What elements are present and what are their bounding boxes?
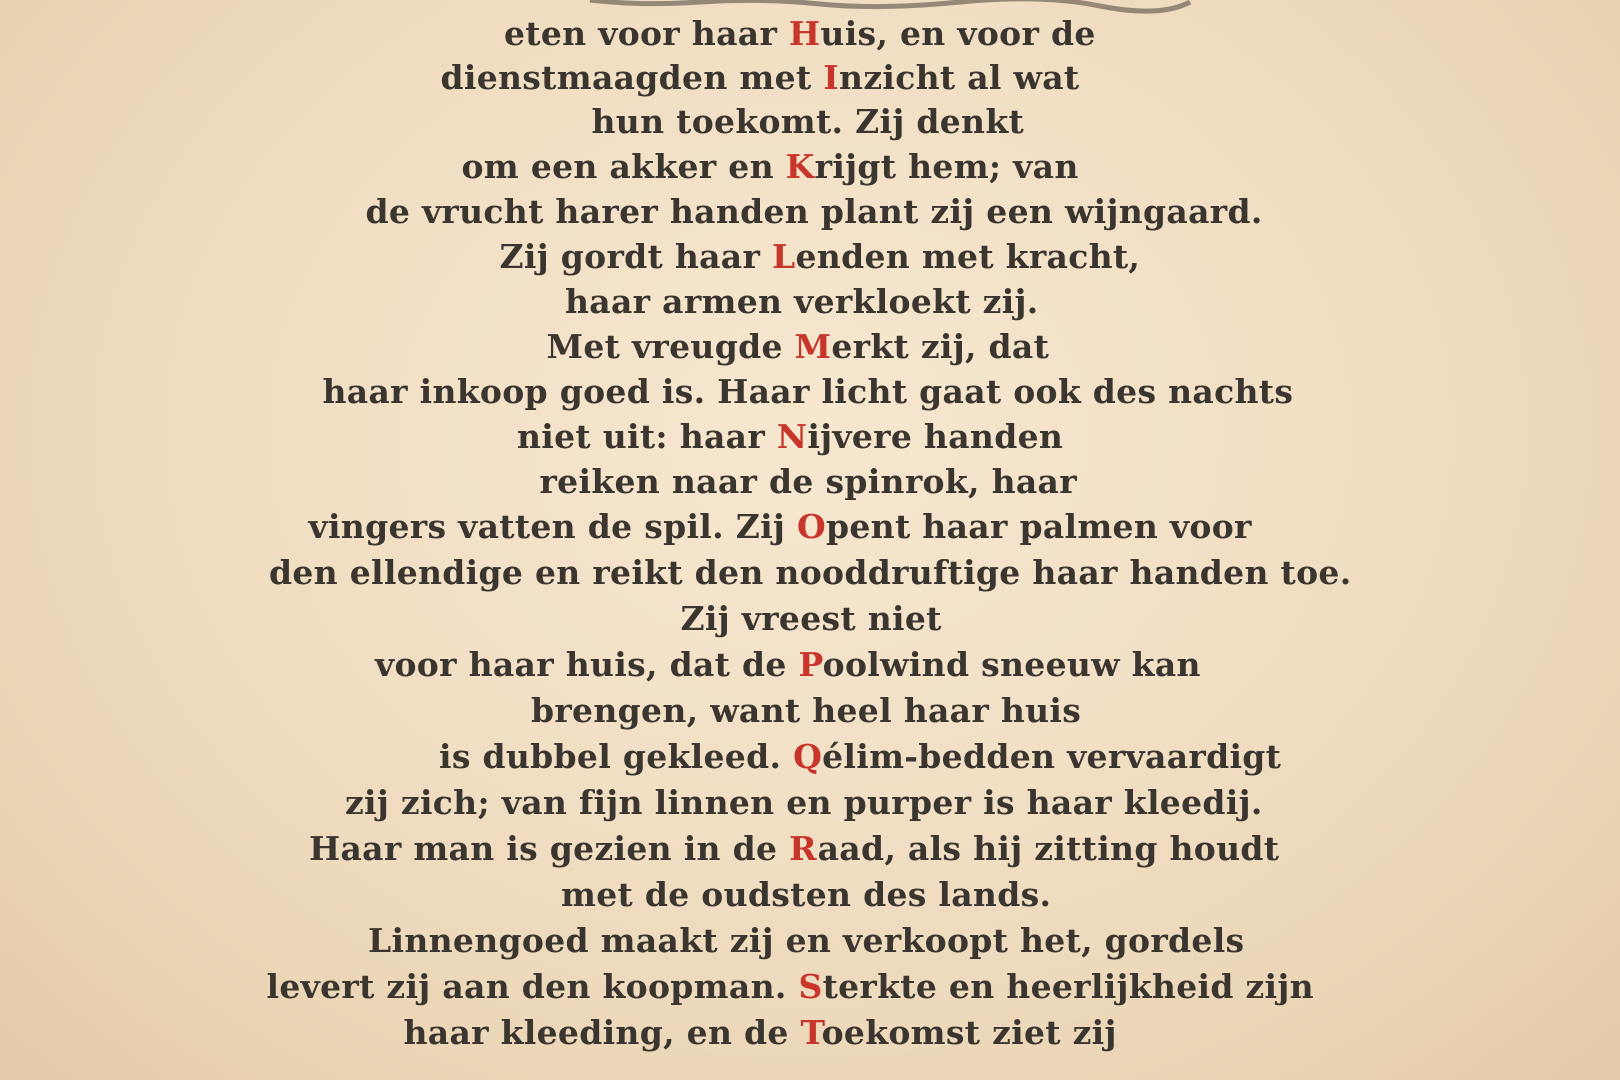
- line-text: pent haar palmen voor: [826, 507, 1252, 546]
- line-text: zij zich; van fijn linnen en purper is haar kleedij.: [345, 783, 1263, 822]
- line-text: enden met kracht,: [795, 237, 1141, 276]
- line-text: haar armen verkloekt zij.: [565, 282, 1039, 321]
- line-text: haar inkoop goed is. Haar licht gaat ook des nachts: [322, 372, 1294, 411]
- red-initial-letter: L: [771, 237, 796, 276]
- line-text: reiken naar de spinrok, haar: [539, 462, 1077, 501]
- line-text: Linnengoed maakt zij en verkoopt het, gordels: [368, 921, 1245, 960]
- text-line: [441, 58, 1080, 98]
- text-line: [366, 192, 1263, 232]
- text-line: [345, 783, 1263, 823]
- text-line: [267, 967, 1314, 1007]
- text-line: [323, 372, 1294, 412]
- red-initial-letter: H: [788, 14, 821, 53]
- text-line: [517, 417, 1063, 457]
- line-text: Zij vreest niet: [680, 599, 942, 638]
- line-text: Met vreugde: [546, 327, 795, 366]
- text-line: [404, 1013, 1117, 1053]
- line-text: élim-bedden vervaardigt: [822, 737, 1282, 776]
- line-text: de vrucht harer handen plant zij een wijngaard.: [365, 192, 1263, 231]
- text-line: [531, 691, 1081, 731]
- line-text: rijgt hem; van: [814, 147, 1079, 186]
- text-line: [375, 645, 1201, 685]
- text-line: [681, 599, 942, 639]
- line-text: voor haar huis, dat de: [375, 645, 799, 684]
- text-line: [368, 921, 1244, 961]
- line-text: eten voor haar: [504, 14, 789, 53]
- line-text: oolwind sneeuw kan: [822, 645, 1201, 684]
- red-initial-letter: Q: [793, 737, 823, 776]
- line-text: aad, als hij zitting houdt: [817, 829, 1280, 868]
- line-text: brengen, want heel haar huis: [531, 691, 1082, 730]
- red-initial-letter: P: [798, 645, 823, 684]
- red-initial-letter: S: [798, 967, 823, 1006]
- line-text: Haar man is gezien in de: [309, 829, 790, 868]
- line-text: ijvere handen: [807, 417, 1064, 456]
- line-text: uis, en voor de: [820, 14, 1096, 53]
- line-text: niet uit: haar: [517, 417, 777, 456]
- line-text: vingers vatten de spil. Zij: [308, 507, 797, 546]
- red-initial-letter: T: [800, 1013, 822, 1052]
- text-line: [309, 829, 1279, 869]
- line-text: haar kleeding, en de: [403, 1013, 801, 1052]
- text-line: [561, 875, 1051, 915]
- line-text: is dubbel gekleed.: [439, 737, 794, 776]
- line-text: hun toekomt. Zij denkt: [591, 102, 1025, 141]
- text-line: [592, 102, 1025, 142]
- text-line: [565, 282, 1039, 322]
- line-text: dienstmaagden met: [440, 58, 824, 97]
- line-text: terkte en heerlijkheid zijn: [822, 967, 1314, 1006]
- red-initial-letter: M: [794, 327, 832, 366]
- red-initial-letter: K: [785, 147, 815, 186]
- text-line: [500, 237, 1141, 277]
- text-line: [462, 147, 1079, 187]
- red-initial-letter: N: [776, 417, 808, 456]
- line-text: om een akker en: [461, 147, 786, 186]
- line-text: den ellendige en reikt den nooddruftige haar handen toe.: [269, 553, 1352, 592]
- text-line: [547, 327, 1050, 367]
- line-text: Zij gordt haar: [499, 237, 772, 276]
- line-text: oekomst ziet zij: [821, 1013, 1117, 1052]
- red-initial-letter: I: [823, 58, 840, 97]
- red-initial-letter: O: [796, 507, 827, 546]
- text-line: [309, 507, 1252, 547]
- text-line: [540, 462, 1077, 502]
- text-line: [439, 737, 1281, 777]
- line-text: nzicht al wat: [839, 58, 1080, 97]
- line-text: levert zij aan den koopman.: [266, 967, 799, 1006]
- red-initial-letter: R: [789, 829, 818, 868]
- line-text: erkt zij, dat: [831, 327, 1050, 366]
- line-text: met de oudsten des lands.: [561, 875, 1052, 914]
- text-line: [504, 14, 1096, 54]
- text-line: [269, 553, 1351, 593]
